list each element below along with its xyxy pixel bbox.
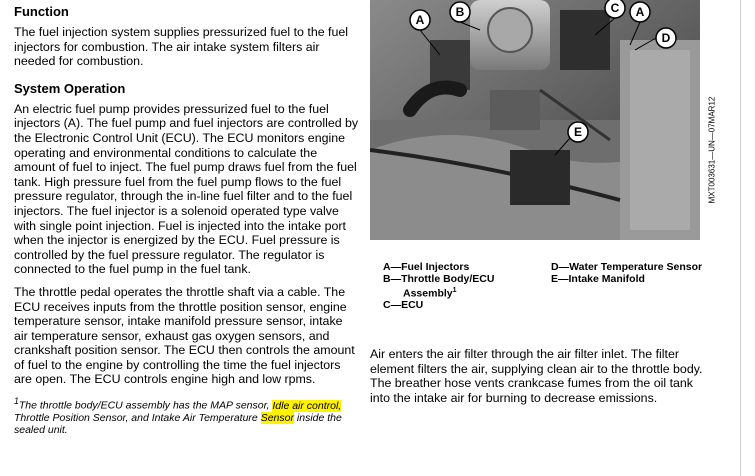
legend-item-c: C—ECU — [383, 299, 424, 311]
callout-e: E — [573, 125, 583, 139]
function-paragraph: The fuel injection system supplies pressurized fuel to the fuel injectors for combustion. The air intake system filters air needed for combustion. — [14, 25, 349, 69]
legend-item-e: E—Intake Manifold — [551, 272, 645, 285]
system-operation-heading: System Operation — [14, 80, 126, 96]
page-edge-line — [740, 0, 741, 476]
callout-a-left: A — [415, 13, 425, 27]
operation-paragraph-2: The throttle pedal operates the throttle shaft via a cable. The ECU receives inputs from the throttle position sensor, engine temperature sensor, intake manifold pressure sensor, intake air temperature sensor, exhaust gas oxygen sensors, and crankshaft position sensor. The ECU then controls the amount of fuel to the engine by controlling the time the fuel injectors are open. The ECU controls engine high and low rpms. — [14, 284, 355, 387]
footnote-mark: 1 — [14, 396, 19, 407]
figure-id-label — [700, 60, 724, 240]
figure-id-text: MXT003631—UN—07MAR12 — [707, 96, 717, 204]
footnote-text-1: The throttle body/ECU assembly has the MAP sensor, — [18, 399, 273, 412]
callout-b: B — [455, 5, 465, 19]
engine-photo — [370, 0, 700, 240]
callout-a-right: A — [635, 5, 645, 19]
footnote — [14, 395, 359, 437]
legend-item-a: A—Fuel Injectors — [383, 261, 470, 273]
function-heading: Function — [14, 4, 69, 19]
callout-d: D — [661, 31, 671, 45]
legend-item-d: D—Water Temperature Sensor — [551, 261, 703, 273]
footnote-highlight-2: Sensor — [260, 411, 294, 424]
footnote-text-2: Throttle Position Sensor, and Intake Air Temperature — [14, 411, 261, 424]
left-column — [14, 4, 359, 437]
footnote-text-3: inside the sealed unit. — [14, 411, 342, 437]
legend-item-b-cont — [383, 285, 533, 300]
legend-right — [551, 262, 731, 285]
engine-photo-drawing — [370, 0, 700, 240]
legend-left — [383, 262, 533, 312]
legend-item-b-assembly: Assembly — [403, 287, 453, 300]
legend-item-b-mark: 1 — [452, 287, 457, 294]
legend-item-b: B—Throttle Body/ECU — [383, 272, 495, 285]
callout-c: C — [610, 1, 620, 15]
air-paragraph: Air enters the air filter through the air filter inlet. The filter element filters the air, supplying clean air to the throttle body. The breather hose vents crankcase fumes from the oil tank into the intake air for burning to decrease emissions. — [370, 347, 703, 405]
footnote-highlight-1: Idle air control, — [272, 399, 342, 412]
operation-paragraph-1: An electric fuel pump provides pressurized fuel to the fuel injectors (A). The fuel pump and fuel injectors are controlled by the Electronic Control Unit (ECU). The ECU monitors engine operating and environmental conditions to calculate the amount of fuel to inject. The fuel pump draws fuel from the fuel tank. High pressure fuel from the fuel pump flows to the fuel pressure regulator, through the in-line fuel filter and to the fuel injectors. The fuel injector is a solenoid operated type valve with single point injection. Fuel is injected into the intake port when the injector is energized by the ECU. Fuel pressure is controlled by the fuel pressure regulator. The regulator is connected to the fuel pump in the fuel tank. — [14, 101, 359, 277]
